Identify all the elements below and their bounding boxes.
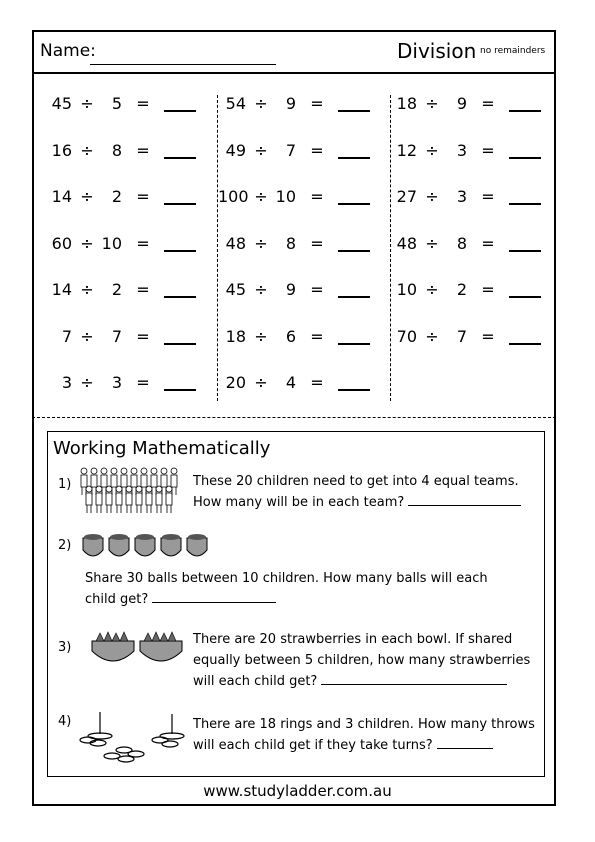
question-3-text (193, 629, 530, 692)
dividend: 45 (51, 94, 72, 113)
division-problem (44, 135, 204, 182)
division-problem (218, 321, 378, 368)
divisor: 9 (285, 280, 296, 299)
question-line: How many will be in each team? (193, 495, 405, 510)
equals-sign: = (136, 187, 150, 206)
answer-blank[interactable] (509, 187, 541, 205)
dividend: 100 (218, 187, 249, 206)
answer-blank[interactable] (164, 327, 196, 345)
answer-blank[interactable] (338, 373, 370, 391)
page-title: Division (397, 39, 477, 63)
dividend: 18 (396, 94, 417, 113)
ball-bags-icon (80, 532, 208, 562)
divisor: 3 (456, 187, 467, 206)
answer-blank[interactable] (338, 187, 370, 205)
divide-sign: ÷ (425, 326, 439, 346)
question-line: child get? (85, 592, 149, 607)
equals-sign: = (136, 140, 150, 160)
division-problem (218, 367, 378, 414)
answer-blank[interactable] (509, 234, 541, 252)
column-divider (217, 95, 218, 401)
problem-column-3 (389, 88, 549, 367)
question-number: 3) (58, 640, 72, 655)
question-2-text (85, 568, 488, 610)
question-number: 4) (58, 714, 72, 729)
divide-sign: ÷ (80, 187, 94, 206)
dividend: 14 (51, 280, 72, 299)
division-problem (218, 181, 378, 228)
answer-blank[interactable] (338, 141, 370, 159)
divisor: 9 (285, 94, 296, 113)
divisor: 8 (456, 233, 467, 253)
divide-sign: ÷ (254, 233, 268, 253)
answer-blank[interactable] (164, 373, 196, 391)
divide-sign: ÷ (425, 94, 439, 113)
question-line: equally between 5 children, how many strawberries (193, 653, 531, 668)
division-problem (218, 135, 378, 182)
dividend: 48 (225, 233, 246, 253)
answer-line[interactable] (321, 672, 507, 685)
equals-sign: = (136, 94, 150, 113)
divisor: 7 (285, 140, 296, 160)
answer-blank[interactable] (164, 141, 196, 159)
dividend: 10 (396, 280, 417, 299)
section-divider (32, 417, 556, 418)
question-line: will each child get if they take turns? (193, 738, 433, 753)
answer-blank[interactable] (164, 234, 196, 252)
answer-blank[interactable] (338, 280, 370, 298)
footer-url[interactable]: www.studyladder.com.au (203, 782, 392, 800)
divisor: 6 (285, 326, 296, 346)
divide-sign: ÷ (425, 140, 439, 160)
divide-sign: ÷ (80, 373, 94, 392)
answer-blank[interactable] (338, 234, 370, 252)
equals-sign: = (136, 233, 150, 253)
answer-line[interactable] (152, 590, 276, 603)
answer-line[interactable] (408, 493, 521, 506)
dividend: 18 (225, 326, 246, 346)
equals-sign: = (310, 326, 324, 346)
dividend: 16 (51, 140, 72, 160)
children-group-icon (78, 466, 182, 516)
equals-sign: = (136, 280, 150, 299)
equals-sign: = (310, 187, 324, 206)
dividend: 49 (225, 140, 246, 160)
division-problem (44, 181, 204, 228)
divide-sign: ÷ (254, 373, 268, 392)
division-problem (389, 274, 549, 321)
divisor: 2 (111, 280, 122, 299)
divisor: 2 (456, 280, 467, 299)
equals-sign: = (136, 326, 150, 346)
question-line: There are 20 strawberries in each bowl. If shared (193, 632, 513, 647)
divisor: 3 (111, 373, 122, 392)
equals-sign: = (481, 326, 495, 346)
divisor: 7 (111, 326, 122, 346)
division-problem (218, 274, 378, 321)
dividend: 45 (225, 280, 246, 299)
name-answer-line[interactable] (90, 64, 276, 65)
divisor: 10 (275, 187, 296, 206)
problem-column-2 (218, 88, 378, 414)
divide-sign: ÷ (254, 94, 268, 113)
division-problem (44, 228, 204, 275)
equals-sign: = (310, 140, 324, 160)
equals-sign: = (310, 280, 324, 299)
answer-blank[interactable] (509, 280, 541, 298)
division-problem (389, 135, 549, 182)
dividend: 14 (51, 187, 72, 206)
divisor: 10 (101, 233, 122, 253)
divide-sign: ÷ (80, 280, 94, 299)
answer-line[interactable] (437, 736, 493, 749)
equals-sign: = (481, 140, 495, 160)
divisor: 8 (285, 233, 296, 253)
answer-blank[interactable] (509, 141, 541, 159)
answer-blank[interactable] (338, 94, 370, 112)
question-line: will each child get? (193, 674, 318, 689)
dividend: 7 (61, 326, 72, 346)
question-line: There are 18 rings and 3 children. How many throws (193, 717, 535, 732)
answer-blank[interactable] (338, 327, 370, 345)
divide-sign: ÷ (425, 187, 439, 206)
equals-sign: = (310, 373, 324, 392)
equals-sign: = (310, 94, 324, 113)
divisor: 2 (111, 187, 122, 206)
divisor: 4 (285, 373, 296, 392)
question-number: 2) (58, 538, 72, 553)
division-problem (389, 228, 549, 275)
equals-sign: = (481, 94, 495, 113)
divisor: 7 (456, 326, 467, 346)
divide-sign: ÷ (80, 326, 94, 346)
division-problem (389, 181, 549, 228)
dividend: 48 (396, 233, 417, 253)
equals-sign: = (481, 233, 495, 253)
dividend: 54 (225, 94, 246, 113)
question-1-text (193, 471, 521, 513)
divide-sign: ÷ (80, 140, 94, 160)
section-title: Working Mathematically (53, 438, 271, 459)
division-problem (44, 321, 204, 368)
dividend: 27 (396, 187, 417, 206)
answer-blank[interactable] (164, 280, 196, 298)
ring-toss-icon (74, 706, 188, 764)
equals-sign: = (481, 280, 495, 299)
dividend: 12 (396, 140, 417, 160)
column-divider (390, 95, 391, 401)
dividend: 70 (396, 326, 417, 346)
equals-sign: = (481, 187, 495, 206)
divide-sign: ÷ (254, 326, 268, 346)
answer-blank[interactable] (164, 94, 196, 112)
question-line: Share 30 balls between 10 children. How many balls will each (85, 571, 488, 586)
divide-sign: ÷ (425, 280, 439, 299)
strawberry-bowls-icon (90, 627, 186, 667)
dividend: 60 (51, 233, 72, 253)
divisor: 9 (456, 94, 467, 113)
question-number: 1) (58, 477, 72, 492)
equals-sign: = (310, 233, 324, 253)
question-4-text (193, 714, 535, 756)
division-problem (218, 228, 378, 275)
divide-sign: ÷ (425, 233, 439, 253)
divisor: 8 (111, 140, 122, 160)
division-problem (44, 367, 204, 414)
question-line: These 20 children need to get into 4 equal teams. (193, 474, 519, 489)
divide-sign: ÷ (254, 187, 268, 206)
divisor: 3 (456, 140, 467, 160)
header (32, 30, 556, 74)
divide-sign: ÷ (254, 140, 268, 160)
problem-column-1 (44, 88, 204, 414)
page-subtitle: no remainders (480, 46, 546, 56)
division-problem (389, 88, 549, 135)
dividend: 3 (61, 373, 72, 392)
answer-blank[interactable] (164, 187, 196, 205)
name-label: Name: (40, 41, 96, 61)
dividend: 20 (225, 373, 246, 392)
divide-sign: ÷ (80, 94, 94, 113)
division-problem (44, 274, 204, 321)
answer-blank[interactable] (509, 94, 541, 112)
division-problem (44, 88, 204, 135)
divisor: 5 (111, 94, 122, 113)
divide-sign: ÷ (254, 280, 268, 299)
divide-sign: ÷ (80, 233, 94, 253)
division-problem (218, 88, 378, 135)
equals-sign: = (136, 373, 150, 392)
answer-blank[interactable] (509, 327, 541, 345)
division-problem (389, 321, 549, 368)
